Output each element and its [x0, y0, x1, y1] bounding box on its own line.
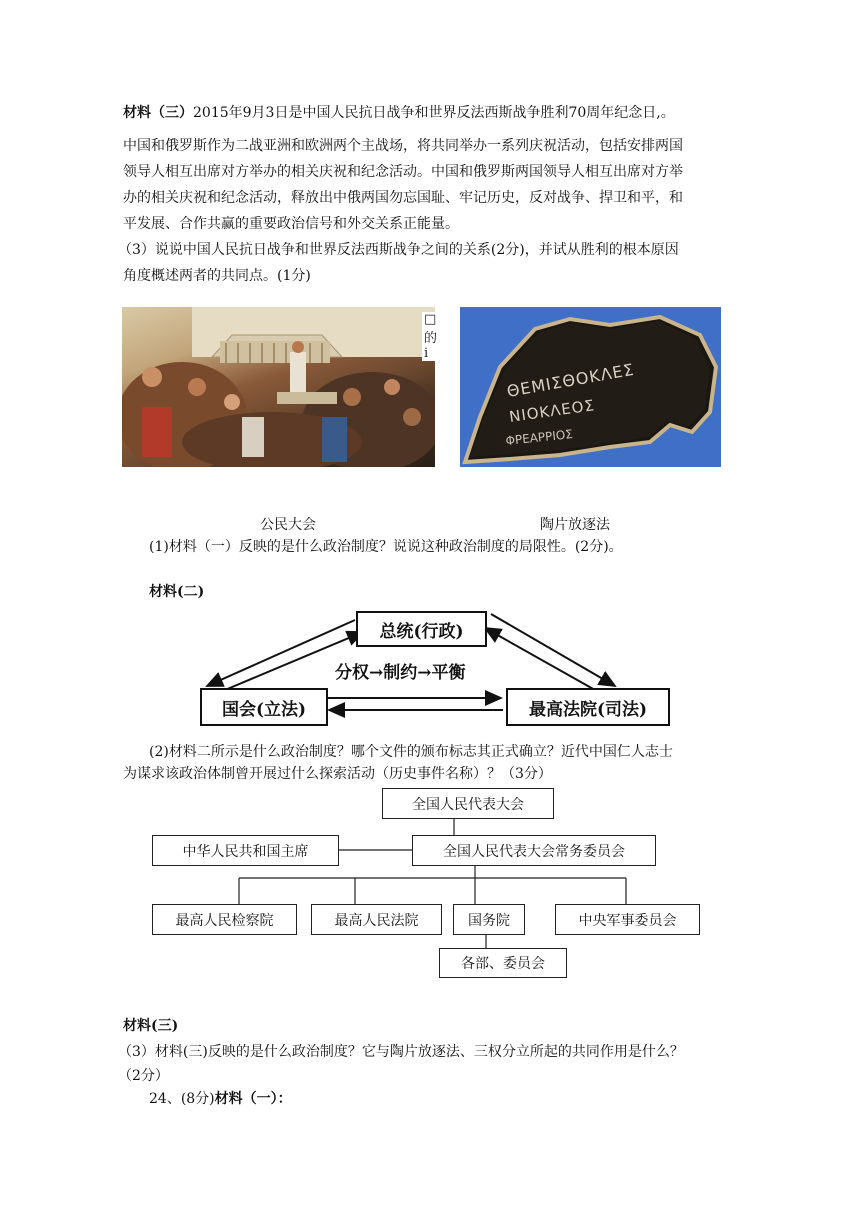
question1: (1)材料（一）反映的是什么政治制度？说说这种政治制度的局限性。(2分)。 — [149, 539, 623, 555]
material1-label: 材料（一）： — [214, 1091, 292, 1107]
box-state-president: 中华人民共和国主席 — [152, 835, 339, 866]
box-supreme-court-judicial: 最高法院(司法) — [506, 688, 670, 726]
separation-of-powers-diagram — [195, 604, 675, 728]
box-central-military-commission: 中央军事委员会 — [555, 904, 700, 935]
svg-text:NIOKΛEOΣ: NIOKΛEOΣ — [508, 396, 597, 426]
ostracon-photo — [460, 307, 721, 467]
box-congress-legislative: 国会(立法) — [200, 688, 328, 726]
question3-line2: 角度概述两者的共同点。(1分) — [123, 268, 311, 284]
box-supreme-procuratorate: 最高人民检察院 — [152, 904, 297, 935]
material3-line2: 中国和俄罗斯作为二战亚洲和欧洲两个主战场，将共同举办一系列庆祝活动，包括安排两国 — [123, 138, 683, 154]
material3-line3: 领导人相互出席对方举办的相关庆祝和纪念活动。中国和俄罗斯两国领导人相互出席对方举 — [123, 164, 683, 180]
question2-line2: 为谋求该政治体制曾开展过什么探索活动（历史事件名称）？（3分） — [123, 766, 552, 782]
box-state-council: 国务院 — [453, 904, 525, 935]
material3b-label: 材料(三) — [123, 1018, 179, 1034]
question2-line1: (2)材料二所示是什么政治制度？哪个文件的颁布标志其正式确立？近代中国仁人志士 — [149, 744, 673, 760]
material3-label: 材料（三） — [123, 105, 193, 121]
box-npc-standing-committee: 全国人民代表大会常务委员会 — [412, 835, 656, 866]
state-structure-diagram — [150, 786, 702, 978]
box-npc: 全国人民代表大会 — [382, 788, 554, 819]
question3b-line2: （2分） — [118, 1068, 169, 1084]
citizen-assembly-painting — [122, 307, 438, 467]
material3-line5: 平发展、合作共赢的重要政治信号和外交关系正能量。 — [123, 216, 459, 232]
material3-line4: 办的相关庆祝和纪念活动，释放出中俄两国勿忘国耻、牢记历史，反对战争、捍卫和平，和 — [123, 190, 683, 206]
caption-citizen-assembly: 公民大会 — [260, 517, 316, 533]
material2-label: 材料(二) — [149, 584, 205, 600]
box-ministries-commissions: 各部、委员会 — [439, 948, 567, 978]
svg-text:ΘEMIΣΘOKΛEΣ: ΘEMIΣΘOKΛEΣ — [505, 359, 636, 401]
question3-line1: （3）说说中国人民抗日战争和世界反法西斯战争之间的关系(2分)，并试从胜利的根本原因 — [118, 242, 679, 258]
box-supreme-court: 最高人民法院 — [311, 904, 442, 935]
svg-text:ΦPEAPPIOΣ: ΦPEAPPIOΣ — [504, 427, 574, 448]
question24: 24、(8分)材料（一）： — [149, 1091, 292, 1107]
caption-ostracism: 陶片放逐法 — [540, 517, 610, 533]
box-president-executive: 总统(行政) — [356, 611, 487, 647]
checks-and-balances-label: 分权→制约→平衡 — [335, 663, 466, 683]
material3-line1: 材料（三）2015年9月3日是中国人民抗日战争和世界反法西斯战争胜利70周年纪念日,。 — [123, 105, 675, 121]
question3b-line1: （3）材料(三)反映的是什么政治制度？它与陶片放逐法、三权分立所起的共同作用是什么？ — [118, 1044, 684, 1060]
overlap-text: □的i — [424, 312, 438, 361]
